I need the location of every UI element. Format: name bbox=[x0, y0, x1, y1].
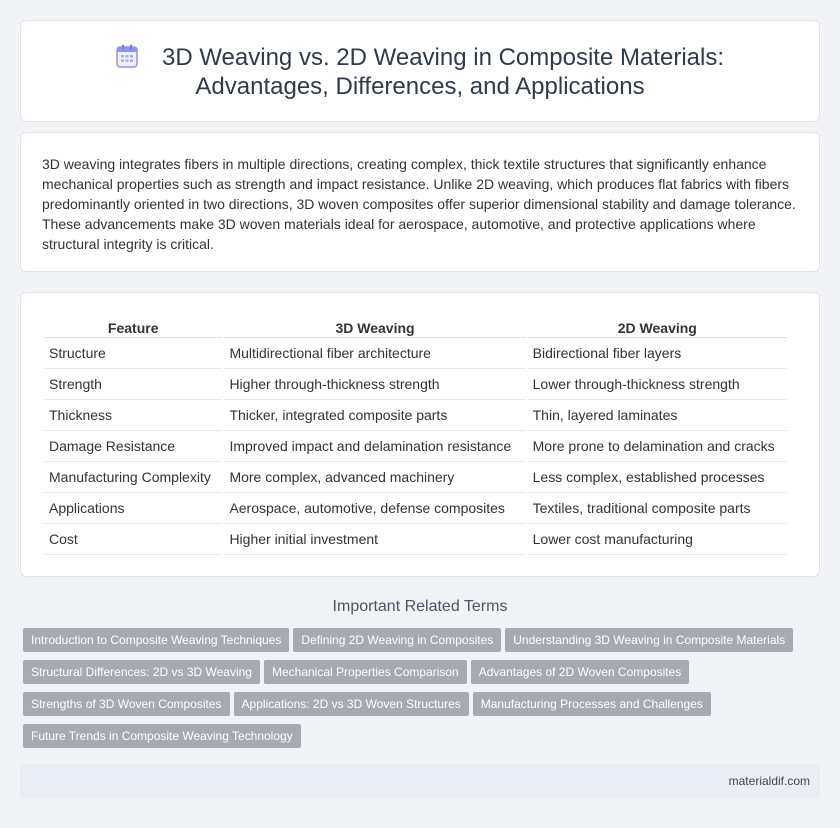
related-term-tag[interactable]: Introduction to Composite Weaving Techniques bbox=[23, 628, 289, 652]
3d-cell: Thicker, integrated composite parts bbox=[224, 400, 525, 431]
3d-cell: Multidirectional fiber architecture bbox=[224, 338, 525, 369]
2d-cell: Bidirectional fiber layers bbox=[528, 338, 787, 369]
intro-card bbox=[20, 132, 820, 272]
2d-cell: Less complex, established processes bbox=[528, 462, 787, 493]
3d-cell: Higher through-thickness strength bbox=[224, 369, 525, 400]
table-row bbox=[44, 462, 787, 493]
page-title: 3D Weaving vs. 2D Weaving in Composite Materials: Advantages, Differences, and Applications bbox=[161, 44, 724, 100]
title-card bbox=[20, 20, 820, 122]
3d-cell: Aerospace, automotive, defense composites bbox=[224, 493, 525, 524]
related-term-tag[interactable]: Structural Differences: 2D vs 3D Weaving bbox=[23, 660, 260, 684]
2d-cell: Lower cost manufacturing bbox=[528, 524, 787, 555]
related-term-tag[interactable]: Mechanical Properties Comparison bbox=[264, 660, 467, 684]
related-term-tag[interactable]: Applications: 2D vs 3D Woven Structures bbox=[234, 692, 469, 716]
related-term-tag[interactable]: Defining 2D Weaving in Composites bbox=[293, 628, 501, 652]
feature-cell: Structure bbox=[44, 338, 222, 369]
table-row bbox=[44, 338, 787, 369]
2d-cell: More prone to delamination and cracks bbox=[528, 431, 787, 462]
intro-paragraph: 3D weaving integrates fibers in multiple directions, creating complex, thick textile structures that significantly enhance mechanical properties such as strength and impact resistance. Unlike 2D weaving, which produces flat fabrics with fibers predominantly oriented in two directions, 3D woven composites offer superior dimensional stability and damage tolerance. These advancements make 3D woven materials ideal for aerospace, automotive, and protective applications where structural integrity is critical. bbox=[42, 156, 796, 252]
footer bbox=[20, 764, 820, 798]
table-row bbox=[44, 524, 787, 555]
table-header-row bbox=[44, 317, 787, 338]
3d-cell: More complex, advanced machinery bbox=[224, 462, 525, 493]
3d-cell: Higher initial investment bbox=[224, 524, 525, 555]
table-row bbox=[44, 431, 787, 462]
related-term-tag[interactable]: Strengths of 3D Woven Composites bbox=[23, 692, 230, 716]
2d-cell: Lower through-thickness strength bbox=[528, 369, 787, 400]
table-row bbox=[44, 400, 787, 431]
feature-cell: Cost bbox=[44, 524, 222, 555]
table-row bbox=[44, 369, 787, 400]
footer-site-link[interactable]: materialdif.com bbox=[728, 774, 810, 788]
related-term-tag[interactable]: Understanding 3D Weaving in Composite Materials bbox=[505, 628, 793, 652]
comparison-table bbox=[42, 317, 789, 555]
3d-cell: Improved impact and delamination resistance bbox=[224, 431, 525, 462]
comparison-card bbox=[20, 292, 820, 577]
related-terms-list bbox=[23, 628, 803, 756]
feature-cell: Applications bbox=[44, 493, 222, 524]
related-term-tag[interactable]: Advantages of 2D Woven Composites bbox=[471, 660, 690, 684]
header-feature: Feature bbox=[44, 317, 222, 338]
table-row bbox=[44, 493, 787, 524]
related-term-tag[interactable]: Manufacturing Processes and Challenges bbox=[473, 692, 711, 716]
2d-cell: Thin, layered laminates bbox=[528, 400, 787, 431]
related-term-tag[interactable]: Future Trends in Composite Weaving Technology bbox=[23, 724, 301, 748]
calendar-icon bbox=[116, 44, 138, 68]
header-3d-weaving: 3D Weaving bbox=[224, 317, 525, 338]
related-terms-title: Important Related Terms bbox=[332, 598, 508, 615]
2d-cell: Textiles, traditional composite parts bbox=[528, 493, 787, 524]
header-2d-weaving: 2D Weaving bbox=[528, 317, 787, 338]
feature-cell: Strength bbox=[44, 369, 222, 400]
feature-cell: Damage Resistance bbox=[44, 431, 222, 462]
page-title-wrap bbox=[51, 43, 789, 101]
feature-cell: Manufacturing Complexity bbox=[44, 462, 222, 493]
feature-cell: Thickness bbox=[44, 400, 222, 431]
